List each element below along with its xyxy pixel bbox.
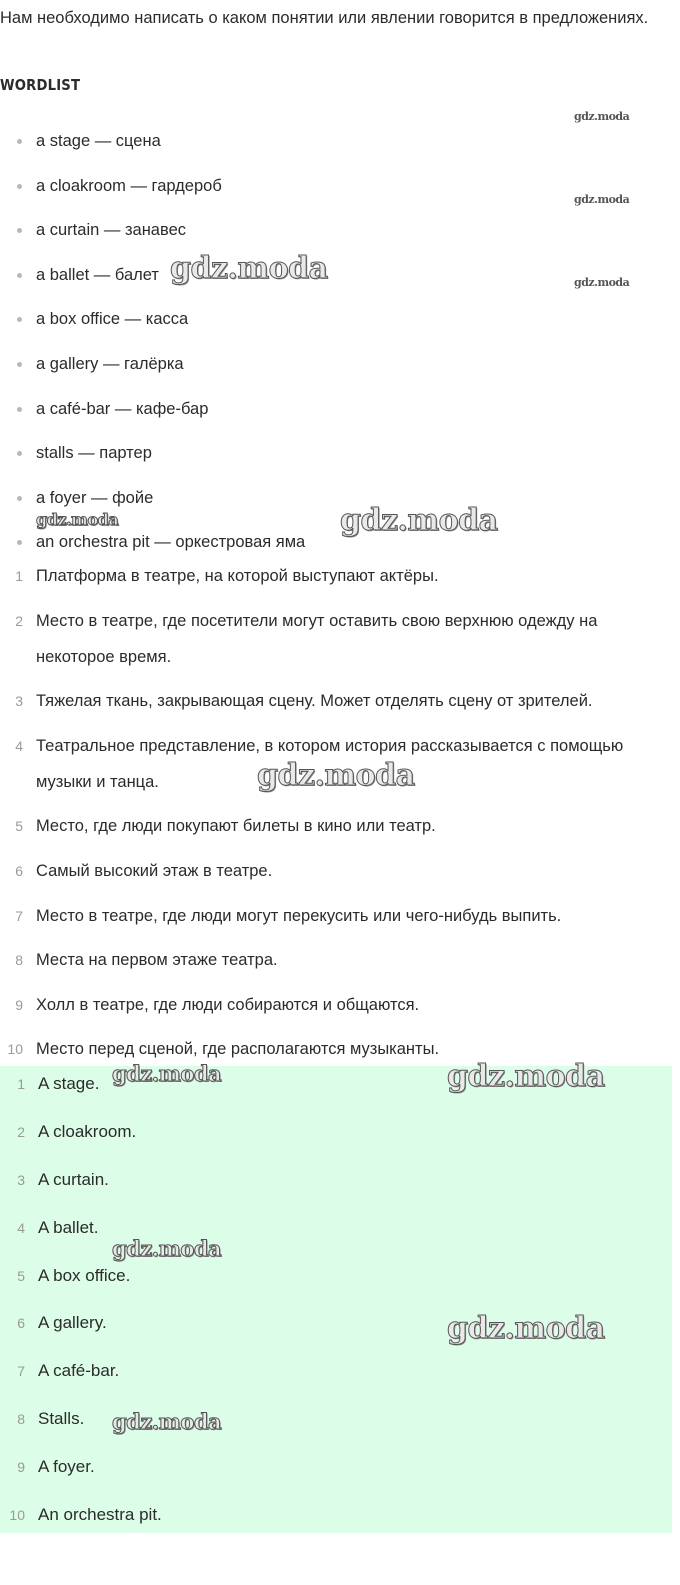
question-item: 4 Театральное представление, в котором история рассказывается с помощью музыки и танца. [15, 736, 624, 791]
question-item: 10 Место перед сценой, где располагаются музыканты. [7, 1040, 440, 1059]
answer-item: 8 Stalls. [17, 1409, 85, 1429]
questions-list [0, 558, 670, 1076]
question-item: 8 Места на первом этаже театра. [15, 951, 278, 970]
question-item: 7 Место в театре, где люди могут перекусить или чего-нибудь выпить. [15, 906, 562, 925]
watermark: gdz.moda [257, 758, 415, 793]
answer-item: 9 A foyer. [17, 1457, 95, 1477]
watermark: gdz.moda [36, 510, 119, 529]
watermark: gdz.moda [170, 251, 328, 286]
bullet-icon [17, 451, 22, 456]
bullet-icon [17, 407, 22, 412]
answer-item: 2 A cloakroom. [17, 1121, 137, 1141]
answer-item: 1 A stage. [17, 1074, 100, 1093]
bullet-icon [17, 139, 22, 144]
watermark: gdz.moda [112, 1236, 222, 1261]
bullet-icon [17, 317, 22, 322]
watermark: gdz.moda [574, 110, 630, 123]
wordlist-heading: WORDLIST [0, 76, 81, 94]
question-item: 6 Самый высокий этаж в театре. [15, 861, 273, 880]
watermark: gdz.moda [112, 1061, 222, 1086]
answer-item: 7 A café-bar. [17, 1361, 120, 1381]
answer-item: 5 A box office. [17, 1265, 131, 1285]
question-item: 9 Холл в театре, где люди собираются и общаются. [15, 995, 420, 1014]
answers-list [0, 1066, 672, 1545]
watermark: gdz.moda [340, 503, 498, 538]
bullet-icon [17, 540, 22, 545]
watermark: gdz.moda [574, 276, 630, 289]
question-item: 5 Место, где люди покупают билеты в кино или театр. [15, 817, 436, 836]
watermark: gdz.moda [447, 1311, 605, 1346]
answer-item: 10 An orchestra pit. [9, 1505, 162, 1525]
answer-item: 4 A ballet. [17, 1217, 99, 1237]
bullet-icon [17, 228, 22, 233]
bullet-icon [17, 184, 22, 189]
intro-text: Нам необходимо написать о каком понятии или явлении говорится в предложениях. [0, 9, 649, 27]
bullet-icon [17, 496, 22, 501]
answer-item: 6 A gallery. [17, 1313, 107, 1333]
question-item: 2 Место в театре, где посетители могут оставить свою верхнюю одежду на некоторое время. [15, 611, 598, 666]
question-item: 1 Платформа в театре, на которой выступают актёры. [15, 567, 439, 585]
watermark: gdz.moda [574, 193, 630, 206]
answer-item: 3 A curtain. [17, 1169, 109, 1189]
answers-panel [0, 1066, 672, 1533]
watermark: gdz.moda [447, 1059, 605, 1094]
bullet-icon [17, 273, 22, 278]
bullet-icon [17, 362, 22, 367]
watermark: gdz.moda [112, 1409, 222, 1434]
question-item: 3 Тяжелая ткань, закрывающая сцену. Может отделять сцену от зрителей. [15, 692, 593, 711]
